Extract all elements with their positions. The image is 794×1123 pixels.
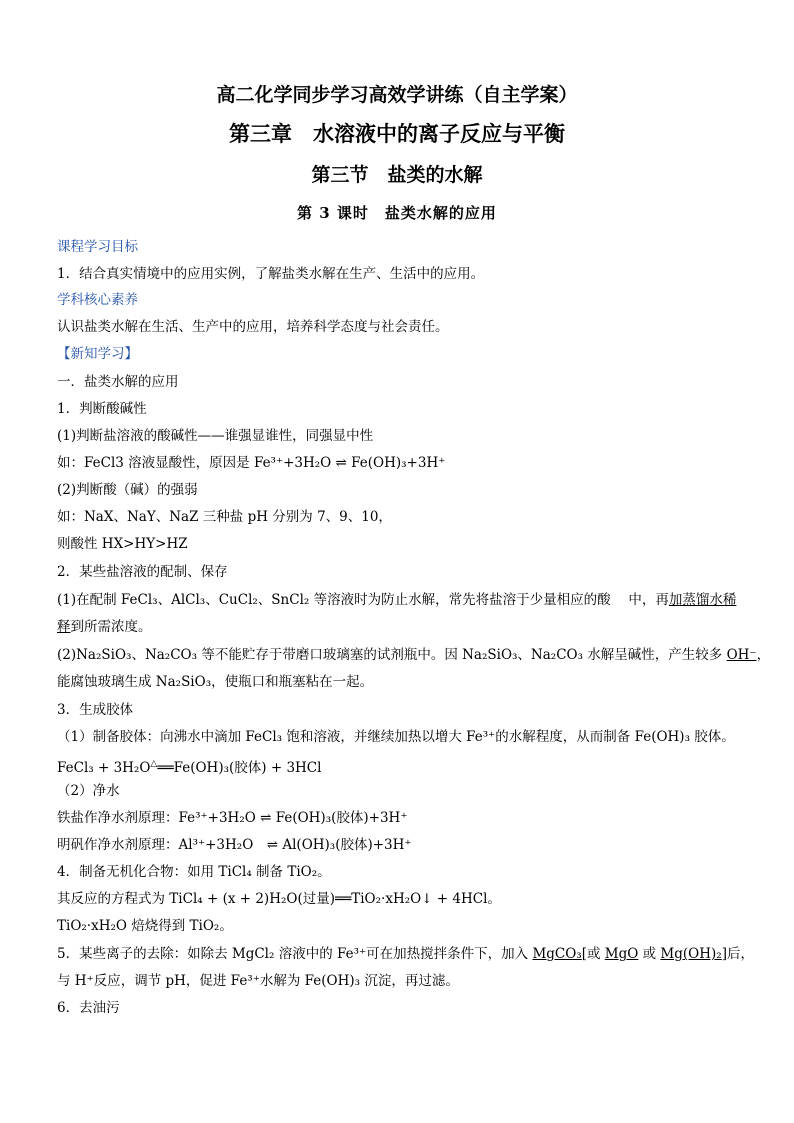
lesson-title: 第 3 课时 盐类水解的应用 <box>297 204 497 222</box>
section-3-heading: 3．生成胶体 <box>57 702 134 718</box>
main-title: 高二化学同步学习高效学讲练（自主学案） <box>216 84 578 106</box>
section-5-line2: 与 H⁺反应，调节 pH，促进 Fe³⁺水解为 Fe(OH)₃ 沉淀，再过滤。 <box>57 973 459 989</box>
new-knowledge-label: 【新知学习】 <box>57 346 138 362</box>
equation-right: Fe(OH)₃(胶体) + 3HCl <box>173 760 322 776</box>
answer-text: 释 <box>57 619 71 635</box>
section-1-heading: 1．判断酸碱性 <box>57 401 147 417</box>
section-title: 第三节 盐类的水解 <box>311 164 483 186</box>
text: (1)在配制 FeCl₃、AlCl₃、CuCl₂、SnCl₂ 等溶液时为防止水解，常先将盐溶于少量相应的酸 中，再 <box>57 592 669 608</box>
section-1-result: 则酸性 HX>HY>HZ <box>57 536 188 552</box>
section-5-line1 <box>57 944 754 964</box>
text: ]后， <box>721 946 754 962</box>
section-2-item-b-line1 <box>57 645 771 665</box>
text: 到所需浓度。 <box>70 619 152 635</box>
section-1-example <box>57 453 747 473</box>
section-1-example-b: 如：NaX、NaY、NaZ 三种盐 pH 分别为 7、9、10， <box>57 509 392 525</box>
section-2-heading: 2．某些盐溶液的配制、保存 <box>57 564 228 580</box>
section-4-equation: 其反应的方程式为 TiCl₄ + (x + 2)H₂O(过量)══TiO₂·xH₂O↓ + 4HCl。 <box>57 891 501 907</box>
iron-salt-principle: 铁盐作净水剂原理：Fe³⁺+3H₂O ⇌ Fe(OH)₃(胶体)+3H⁺ <box>57 810 408 826</box>
answer-text: OH⁻ <box>726 647 757 663</box>
literacy-text: 认识盐类水解在生活、生产中的应用，培养科学态度与社会责任。 <box>57 319 449 335</box>
answer-text: MgO <box>604 946 639 962</box>
answer-text: Mg(OH)₂ <box>660 946 722 962</box>
goal-item-1: 1．结合真实情境中的应用实例，了解盐类水解在生产、生活中的应用。 <box>57 266 485 282</box>
section-3-item-b: （2）净水 <box>57 783 120 799</box>
section-6-heading: 6．去油污 <box>57 1000 120 1016</box>
section-2-item-b-line2: 能腐蚀玻璃生成 Na₂SiO₃，使瓶口和瓶塞粘在一起。 <box>57 674 374 690</box>
literacy-label: 学科核心素养 <box>57 292 138 308</box>
answer-text: MgCO₃ <box>532 946 582 962</box>
hydrolysis-equation: Fe³⁺+3H₂O ⇌ Fe(OH)₃+3H⁺ <box>253 455 446 471</box>
section-1-item-b: (2)判断酸（碱）的强弱 <box>57 482 198 498</box>
example-text: 如：FeCl3 溶液显酸性，原因是 <box>57 455 254 471</box>
section-4-result: TiO₂·xH₂O 焙烧得到 TiO₂。 <box>57 918 233 934</box>
heat-symbol: △ <box>150 759 158 769</box>
text: 5．某些离子的去除：如除去 MgCl₂ 溶液中的 Fe³⁺可在加热搅拌条件下，加入 <box>57 946 533 962</box>
answer-text: 加蒸馏水稀 <box>668 592 737 608</box>
section-3-item-a: （1）制备胶体：向沸水中滴加 FeCl₃ 饱和溶液，并继续加热以增大 Fe³⁺的水解程度，从而制备 Fe(OH)₃ 胶体。 <box>57 729 735 745</box>
equals-sign: ══ <box>157 760 174 776</box>
section-1-item-a: (1)判断盐溶液的酸碱性——谁强显谁性，同强显中性 <box>57 428 374 444</box>
text: (2)Na₂SiO₃、Na₂CO₃ 等不能贮存于带磨口玻璃塞的试剂瓶中。因 Na₂SiO₃、Na₂CO₃ 水解呈碱性，产生较多 <box>57 647 727 663</box>
text: [或 <box>581 946 605 962</box>
colloid-equation <box>57 754 747 778</box>
section-4-heading: 4．制备无机化合物：如用 TiCl₄ 制备 TiO₂。 <box>57 864 331 880</box>
section-2-item-a-line2 <box>57 617 747 637</box>
chapter-title: 第三章 水溶液中的离子反应与平衡 <box>229 121 565 146</box>
equation-left: FeCl₃ + 3H₂O <box>57 760 151 776</box>
alum-principle: 明矾作净水剂原理：Al³⁺+3H₂O ⇌ Al(OH)₃(胶体)+3H⁺ <box>57 837 412 853</box>
text: ， <box>756 647 771 663</box>
section-2-item-a-line1 <box>57 590 747 610</box>
text: 或 <box>638 946 661 962</box>
goal-label: 课程学习目标 <box>57 239 138 255</box>
part-1-heading: 一．盐类水解的应用 <box>57 374 179 390</box>
